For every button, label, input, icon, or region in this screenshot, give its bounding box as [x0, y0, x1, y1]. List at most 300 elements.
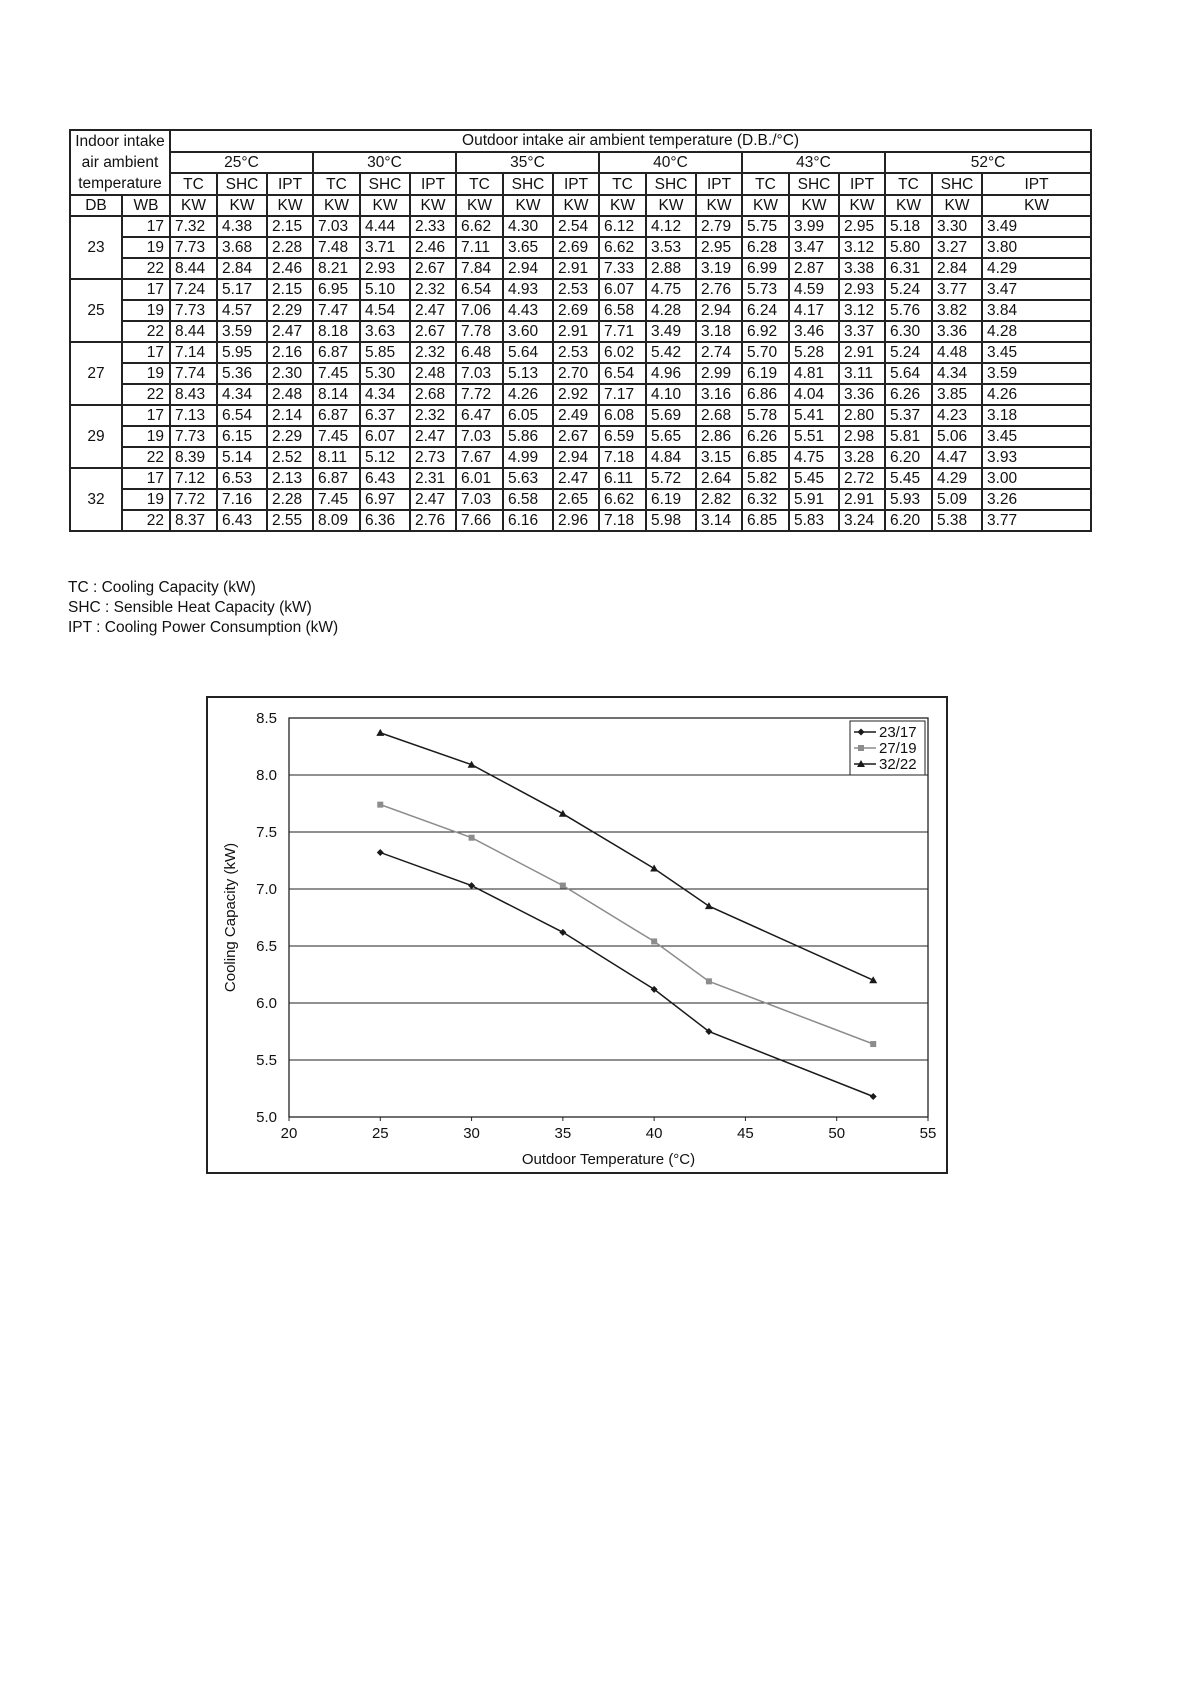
value-cell: 4.29	[932, 468, 982, 489]
value-cell: 6.19	[742, 363, 789, 384]
table-row	[70, 300, 1091, 321]
wb-cell: 22	[122, 447, 170, 468]
performance-table	[69, 129, 1092, 532]
value-cell: 2.87	[789, 258, 839, 279]
value-cell: 2.79	[696, 216, 742, 237]
value-cell: 5.10	[360, 279, 410, 300]
value-cell: 3.47	[982, 279, 1091, 300]
value-cell: 2.47	[410, 426, 456, 447]
value-cell: 2.67	[410, 321, 456, 342]
value-cell: 2.48	[267, 384, 313, 405]
value-cell: 6.54	[456, 279, 503, 300]
value-cell: 2.55	[267, 510, 313, 531]
value-cell: 3.59	[217, 321, 267, 342]
value-cell: 7.78	[456, 321, 503, 342]
x-tick-label: 40	[645, 1125, 663, 1142]
value-cell: 6.01	[456, 468, 503, 489]
value-cell: 2.52	[267, 447, 313, 468]
value-cell: 5.45	[885, 468, 932, 489]
value-cell: 5.28	[789, 342, 839, 363]
unit-header: KW	[267, 195, 313, 216]
value-cell: 4.28	[646, 300, 696, 321]
unit-header: KW	[696, 195, 742, 216]
abbreviation-notes	[68, 578, 338, 638]
value-cell: 7.17	[599, 384, 646, 405]
value-cell: 2.31	[410, 468, 456, 489]
value-cell: 6.62	[456, 216, 503, 237]
table-row	[70, 426, 1091, 447]
db-cell: 29	[70, 405, 122, 468]
plot-area	[289, 718, 928, 1117]
measure-header: TC	[885, 173, 932, 195]
unit-header: KW	[599, 195, 646, 216]
value-cell: 3.18	[982, 405, 1091, 426]
y-tick-label: 5.5	[256, 1052, 277, 1069]
value-cell: 5.51	[789, 426, 839, 447]
measure-header: SHC	[217, 173, 267, 195]
value-cell: 7.32	[170, 216, 217, 237]
legend-label: 32/22	[879, 756, 917, 773]
value-cell: 3.12	[839, 300, 885, 321]
value-cell: 4.23	[932, 405, 982, 426]
value-cell: 2.73	[410, 447, 456, 468]
wb-cell: 22	[122, 510, 170, 531]
value-cell: 6.92	[742, 321, 789, 342]
value-cell: 6.54	[217, 405, 267, 426]
value-cell: 2.65	[553, 489, 599, 510]
value-cell: 5.12	[360, 447, 410, 468]
value-cell: 6.59	[599, 426, 646, 447]
value-cell: 6.11	[599, 468, 646, 489]
value-cell: 3.24	[839, 510, 885, 531]
value-cell: 6.48	[456, 342, 503, 363]
value-cell: 5.38	[932, 510, 982, 531]
value-cell: 5.64	[503, 342, 553, 363]
table-row	[70, 384, 1091, 405]
value-cell: 4.44	[360, 216, 410, 237]
data-point	[469, 835, 475, 841]
value-cell: 6.87	[313, 342, 360, 363]
table-row	[70, 489, 1091, 510]
value-cell: 4.93	[503, 279, 553, 300]
measure-header: SHC	[646, 173, 696, 195]
table-row	[70, 447, 1091, 468]
value-cell: 2.47	[553, 468, 599, 489]
value-cell: 5.78	[742, 405, 789, 426]
value-cell: 5.76	[885, 300, 932, 321]
value-cell: 4.29	[982, 258, 1091, 279]
value-cell: 3.53	[646, 237, 696, 258]
value-cell: 5.72	[646, 468, 696, 489]
value-cell: 2.32	[410, 279, 456, 300]
value-cell: 2.53	[553, 279, 599, 300]
value-cell: 6.02	[599, 342, 646, 363]
value-cell: 4.34	[932, 363, 982, 384]
unit-header: KW	[170, 195, 217, 216]
value-cell: 2.94	[503, 258, 553, 279]
unit-header: KW	[360, 195, 410, 216]
unit-header: KW	[982, 195, 1091, 216]
value-cell: 3.00	[982, 468, 1091, 489]
y-tick-label: 5.0	[256, 1109, 277, 1126]
value-cell: 6.58	[503, 489, 553, 510]
value-cell: 7.11	[456, 237, 503, 258]
value-cell: 3.14	[696, 510, 742, 531]
note-shc: SHC : Sensible Heat Capacity (kW)	[68, 599, 312, 616]
measure-header: IPT	[839, 173, 885, 195]
value-cell: 4.10	[646, 384, 696, 405]
value-cell: 4.57	[217, 300, 267, 321]
value-cell: 2.74	[696, 342, 742, 363]
wb-cell: 17	[122, 468, 170, 489]
measure-header: IPT	[696, 173, 742, 195]
value-cell: 2.86	[696, 426, 742, 447]
value-cell: 2.82	[696, 489, 742, 510]
value-cell: 2.13	[267, 468, 313, 489]
x-tick-label: 30	[463, 1125, 480, 1142]
value-cell: 3.18	[696, 321, 742, 342]
value-cell: 2.70	[553, 363, 599, 384]
value-cell: 6.08	[599, 405, 646, 426]
x-tick-label: 45	[737, 1125, 754, 1142]
value-cell: 2.91	[553, 321, 599, 342]
value-cell: 8.39	[170, 447, 217, 468]
value-cell: 2.47	[410, 300, 456, 321]
value-cell: 8.11	[313, 447, 360, 468]
value-cell: 4.81	[789, 363, 839, 384]
value-cell: 6.86	[742, 384, 789, 405]
value-cell: 3.11	[839, 363, 885, 384]
value-cell: 6.87	[313, 468, 360, 489]
value-cell: 6.53	[217, 468, 267, 489]
value-cell: 2.32	[410, 405, 456, 426]
value-cell: 3.65	[503, 237, 553, 258]
measure-header: TC	[456, 173, 503, 195]
value-cell: 7.18	[599, 447, 646, 468]
value-cell: 6.32	[742, 489, 789, 510]
wb-cell: 19	[122, 426, 170, 447]
value-cell: 6.43	[217, 510, 267, 531]
value-cell: 4.59	[789, 279, 839, 300]
outdoor-temp-header: 35°C	[456, 152, 599, 174]
value-cell: 3.68	[217, 237, 267, 258]
value-cell: 6.62	[599, 489, 646, 510]
value-cell: 7.03	[456, 489, 503, 510]
x-tick-label: 25	[371, 1125, 389, 1142]
value-cell: 5.73	[742, 279, 789, 300]
value-cell: 5.69	[646, 405, 696, 426]
value-cell: 5.82	[742, 468, 789, 489]
measure-header: SHC	[360, 173, 410, 195]
value-cell: 3.93	[982, 447, 1091, 468]
value-cell: 2.46	[267, 258, 313, 279]
header-row-units	[70, 195, 1091, 216]
value-cell: 5.24	[885, 279, 932, 300]
value-cell: 8.18	[313, 321, 360, 342]
unit-header: KW	[553, 195, 599, 216]
value-cell: 6.37	[360, 405, 410, 426]
value-cell: 7.67	[456, 447, 503, 468]
value-cell: 5.91	[789, 489, 839, 510]
unit-header: KW	[217, 195, 267, 216]
indoor-header-line: air ambient	[81, 154, 159, 171]
value-cell: 3.60	[503, 321, 553, 342]
value-cell: 6.95	[313, 279, 360, 300]
wb-header: WB	[122, 195, 170, 216]
value-cell: 4.75	[789, 447, 839, 468]
value-cell: 8.44	[170, 258, 217, 279]
data-point	[560, 883, 566, 889]
measure-header: IPT	[982, 173, 1091, 195]
value-cell: 3.27	[932, 237, 982, 258]
value-cell: 2.67	[410, 258, 456, 279]
value-cell: 2.80	[839, 405, 885, 426]
measure-header: IPT	[267, 173, 313, 195]
measure-header: TC	[742, 173, 789, 195]
value-cell: 7.73	[170, 300, 217, 321]
value-cell: 7.16	[217, 489, 267, 510]
y-tick-label: 7.0	[256, 881, 277, 898]
value-cell: 8.14	[313, 384, 360, 405]
unit-header: KW	[313, 195, 360, 216]
value-cell: 5.09	[932, 489, 982, 510]
unit-header: KW	[646, 195, 696, 216]
measure-header: SHC	[503, 173, 553, 195]
value-cell: 5.86	[503, 426, 553, 447]
unit-header: KW	[410, 195, 456, 216]
measure-header: TC	[599, 173, 646, 195]
value-cell: 7.12	[170, 468, 217, 489]
value-cell: 3.45	[982, 342, 1091, 363]
value-cell: 2.15	[267, 216, 313, 237]
value-cell: 2.76	[696, 279, 742, 300]
value-cell: 7.03	[456, 363, 503, 384]
value-cell: 4.48	[932, 342, 982, 363]
note-tc: TC : Cooling Capacity (kW)	[68, 579, 256, 596]
value-cell: 6.24	[742, 300, 789, 321]
value-cell: 3.49	[982, 216, 1091, 237]
value-cell: 2.84	[217, 258, 267, 279]
value-cell: 8.37	[170, 510, 217, 531]
value-cell: 3.84	[982, 300, 1091, 321]
unit-header: KW	[789, 195, 839, 216]
indoor-header-line: Indoor intake	[75, 133, 165, 150]
wb-cell: 22	[122, 258, 170, 279]
value-cell: 5.83	[789, 510, 839, 531]
wb-cell: 17	[122, 342, 170, 363]
value-cell: 7.84	[456, 258, 503, 279]
value-cell: 4.99	[503, 447, 553, 468]
value-cell: 6.87	[313, 405, 360, 426]
value-cell: 4.34	[360, 384, 410, 405]
value-cell: 5.81	[885, 426, 932, 447]
value-cell: 7.48	[313, 237, 360, 258]
value-cell: 4.34	[217, 384, 267, 405]
value-cell: 5.95	[217, 342, 267, 363]
value-cell: 6.36	[360, 510, 410, 531]
indoor-header-cell	[70, 130, 170, 195]
data-point	[377, 802, 383, 808]
value-cell: 7.45	[313, 363, 360, 384]
value-cell: 4.43	[503, 300, 553, 321]
value-cell: 3.12	[839, 237, 885, 258]
value-cell: 3.36	[932, 321, 982, 342]
value-cell: 3.19	[696, 258, 742, 279]
value-cell: 2.88	[646, 258, 696, 279]
value-cell: 2.28	[267, 489, 313, 510]
x-tick-label: 50	[828, 1125, 846, 1142]
value-cell: 3.45	[982, 426, 1091, 447]
db-cell: 23	[70, 216, 122, 279]
value-cell: 7.03	[313, 216, 360, 237]
wb-cell: 17	[122, 216, 170, 237]
value-cell: 3.80	[982, 237, 1091, 258]
table-row	[70, 237, 1091, 258]
value-cell: 2.72	[839, 468, 885, 489]
value-cell: 5.64	[885, 363, 932, 384]
value-cell: 6.43	[360, 468, 410, 489]
y-tick-label: 8.5	[256, 710, 277, 727]
y-tick-label: 6.5	[256, 938, 277, 955]
value-cell: 2.16	[267, 342, 313, 363]
value-cell: 2.95	[696, 237, 742, 258]
value-cell: 7.45	[313, 426, 360, 447]
wb-cell: 17	[122, 405, 170, 426]
wb-cell: 17	[122, 279, 170, 300]
value-cell: 8.09	[313, 510, 360, 531]
value-cell: 5.06	[932, 426, 982, 447]
data-point	[706, 978, 712, 984]
value-cell: 2.14	[267, 405, 313, 426]
outdoor-header: Outdoor intake air ambient temperature (D.B./°C)	[170, 130, 1091, 152]
value-cell: 5.17	[217, 279, 267, 300]
note-ipt: IPT : Cooling Power Consumption (kW)	[68, 619, 339, 636]
value-cell: 2.94	[696, 300, 742, 321]
measure-header: IPT	[410, 173, 456, 195]
value-cell: 7.14	[170, 342, 217, 363]
value-cell: 2.64	[696, 468, 742, 489]
legend-label: 27/19	[879, 740, 917, 757]
value-cell: 4.26	[503, 384, 553, 405]
value-cell: 6.26	[742, 426, 789, 447]
value-cell: 5.70	[742, 342, 789, 363]
value-cell: 5.13	[503, 363, 553, 384]
value-cell: 6.31	[885, 258, 932, 279]
value-cell: 8.43	[170, 384, 217, 405]
value-cell: 2.84	[932, 258, 982, 279]
value-cell: 8.21	[313, 258, 360, 279]
value-cell: 5.80	[885, 237, 932, 258]
table-row	[70, 363, 1091, 384]
value-cell: 2.98	[839, 426, 885, 447]
unit-header: KW	[742, 195, 789, 216]
value-cell: 5.30	[360, 363, 410, 384]
value-cell: 2.29	[267, 300, 313, 321]
db-cell: 27	[70, 342, 122, 405]
value-cell: 4.54	[360, 300, 410, 321]
value-cell: 6.28	[742, 237, 789, 258]
value-cell: 2.33	[410, 216, 456, 237]
wb-cell: 19	[122, 237, 170, 258]
table-row	[70, 510, 1091, 531]
unit-header: KW	[503, 195, 553, 216]
value-cell: 6.16	[503, 510, 553, 531]
value-cell: 7.24	[170, 279, 217, 300]
indoor-header-line: temperature	[78, 175, 162, 192]
value-cell: 6.07	[599, 279, 646, 300]
measure-header: SHC	[932, 173, 982, 195]
outdoor-temp-header: 52°C	[885, 152, 1091, 174]
value-cell: 2.91	[839, 342, 885, 363]
data-point	[870, 1041, 876, 1047]
measure-header: TC	[313, 173, 360, 195]
chart-legend	[850, 721, 925, 775]
outdoor-temp-header: 30°C	[313, 152, 456, 174]
x-axis-title: Outdoor Temperature (°C)	[521, 1151, 696, 1168]
value-cell: 4.28	[982, 321, 1091, 342]
value-cell: 6.47	[456, 405, 503, 426]
value-cell: 5.37	[885, 405, 932, 426]
unit-header: KW	[839, 195, 885, 216]
value-cell: 2.99	[696, 363, 742, 384]
value-cell: 4.38	[217, 216, 267, 237]
value-cell: 2.15	[267, 279, 313, 300]
value-cell: 7.73	[170, 237, 217, 258]
value-cell: 6.07	[360, 426, 410, 447]
value-cell: 2.68	[696, 405, 742, 426]
value-cell: 3.26	[982, 489, 1091, 510]
value-cell: 2.93	[360, 258, 410, 279]
x-tick-label: 35	[554, 1125, 572, 1142]
value-cell: 4.96	[646, 363, 696, 384]
value-cell: 3.71	[360, 237, 410, 258]
value-cell: 3.77	[982, 510, 1091, 531]
measure-header: IPT	[553, 173, 599, 195]
value-cell: 4.26	[982, 384, 1091, 405]
value-cell: 7.71	[599, 321, 646, 342]
value-cell: 2.91	[553, 258, 599, 279]
value-cell: 6.85	[742, 510, 789, 531]
value-cell: 6.54	[599, 363, 646, 384]
value-cell: 7.74	[170, 363, 217, 384]
value-cell: 7.72	[170, 489, 217, 510]
outdoor-temp-header: 40°C	[599, 152, 742, 174]
value-cell: 3.59	[982, 363, 1091, 384]
table-row	[70, 258, 1091, 279]
value-cell: 2.53	[553, 342, 599, 363]
table-row	[70, 216, 1091, 237]
value-cell: 3.49	[646, 321, 696, 342]
wb-cell: 19	[122, 363, 170, 384]
table-row	[70, 321, 1091, 342]
outdoor-temp-header: 43°C	[742, 152, 885, 174]
table-row	[70, 342, 1091, 363]
value-cell: 7.66	[456, 510, 503, 531]
header-row-measures	[70, 173, 1091, 195]
value-cell: 6.99	[742, 258, 789, 279]
x-tick-label: 20	[280, 1125, 298, 1142]
legend-label: 23/17	[879, 724, 917, 741]
value-cell: 7.06	[456, 300, 503, 321]
value-cell: 2.30	[267, 363, 313, 384]
value-cell: 4.47	[932, 447, 982, 468]
value-cell: 2.47	[410, 489, 456, 510]
value-cell: 2.28	[267, 237, 313, 258]
value-cell: 3.99	[789, 216, 839, 237]
table-row	[70, 279, 1091, 300]
value-cell: 2.69	[553, 237, 599, 258]
value-cell: 6.97	[360, 489, 410, 510]
